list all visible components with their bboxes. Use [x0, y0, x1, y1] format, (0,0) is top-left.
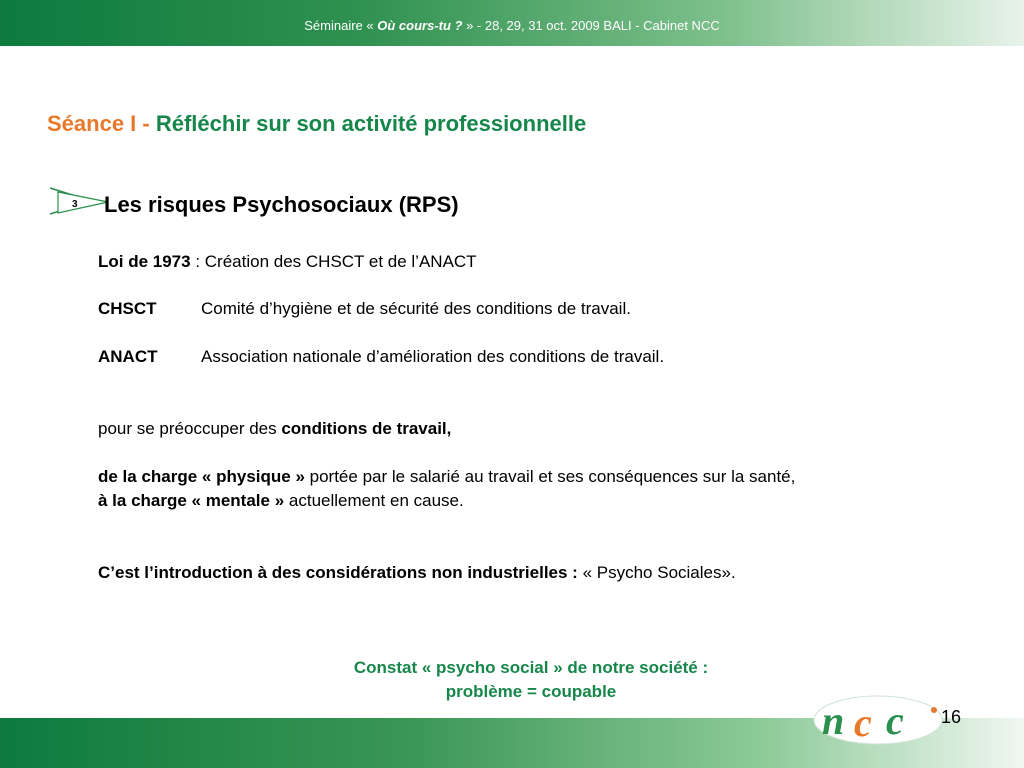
slide-title: [47, 111, 586, 137]
svg-text:c: c: [854, 700, 872, 745]
paragraph-introduction: C’est l’introduction à des considérations non industrielles : « Psycho Sociales».: [98, 563, 736, 582]
constat-line-2: problème = coupable: [445, 682, 617, 701]
title-session: Séance I -: [47, 111, 156, 136]
seminar-header: Séminaire « Où cours-tu ? » - 28, 29, 31 oct. 2009 BALI - Cabinet NCC: [304, 18, 720, 33]
paragraph-conditions: pour se préoccuper des conditions de travail,: [98, 419, 452, 438]
def-term-chsct: CHSCT: [98, 299, 157, 318]
page-number: 16: [941, 707, 962, 727]
paragraph-physique: de la charge « physique » portée par le salarié au travail et ses conséquences sur la santé,: [98, 467, 796, 486]
constat-line-1: Constat « psycho social » de notre société :: [353, 658, 709, 677]
paragraph-mentale: à la charge « mentale » actuellement en cause.: [98, 491, 464, 510]
bullet-number: 3: [72, 199, 78, 210]
ncc-logo: [808, 690, 948, 748]
def-text-anact: Association nationale d’amélioration des conditions de travail.: [201, 347, 665, 366]
loi-line: Loi de 1973 : Création des CHSCT et de l’ANACT: [98, 252, 477, 271]
def-term-anact: ANACT: [98, 347, 158, 366]
svg-text:n: n: [822, 698, 845, 743]
header-band: [0, 0, 1024, 46]
title-topic: Réfléchir sur son activité professionnelle: [155, 111, 587, 136]
def-text-chsct: Comité d’hygiène et de sécurité des conditions de travail.: [201, 299, 631, 318]
section-heading: Les risques Psychosociaux (RPS): [104, 192, 459, 217]
svg-text:c: c: [886, 698, 904, 743]
